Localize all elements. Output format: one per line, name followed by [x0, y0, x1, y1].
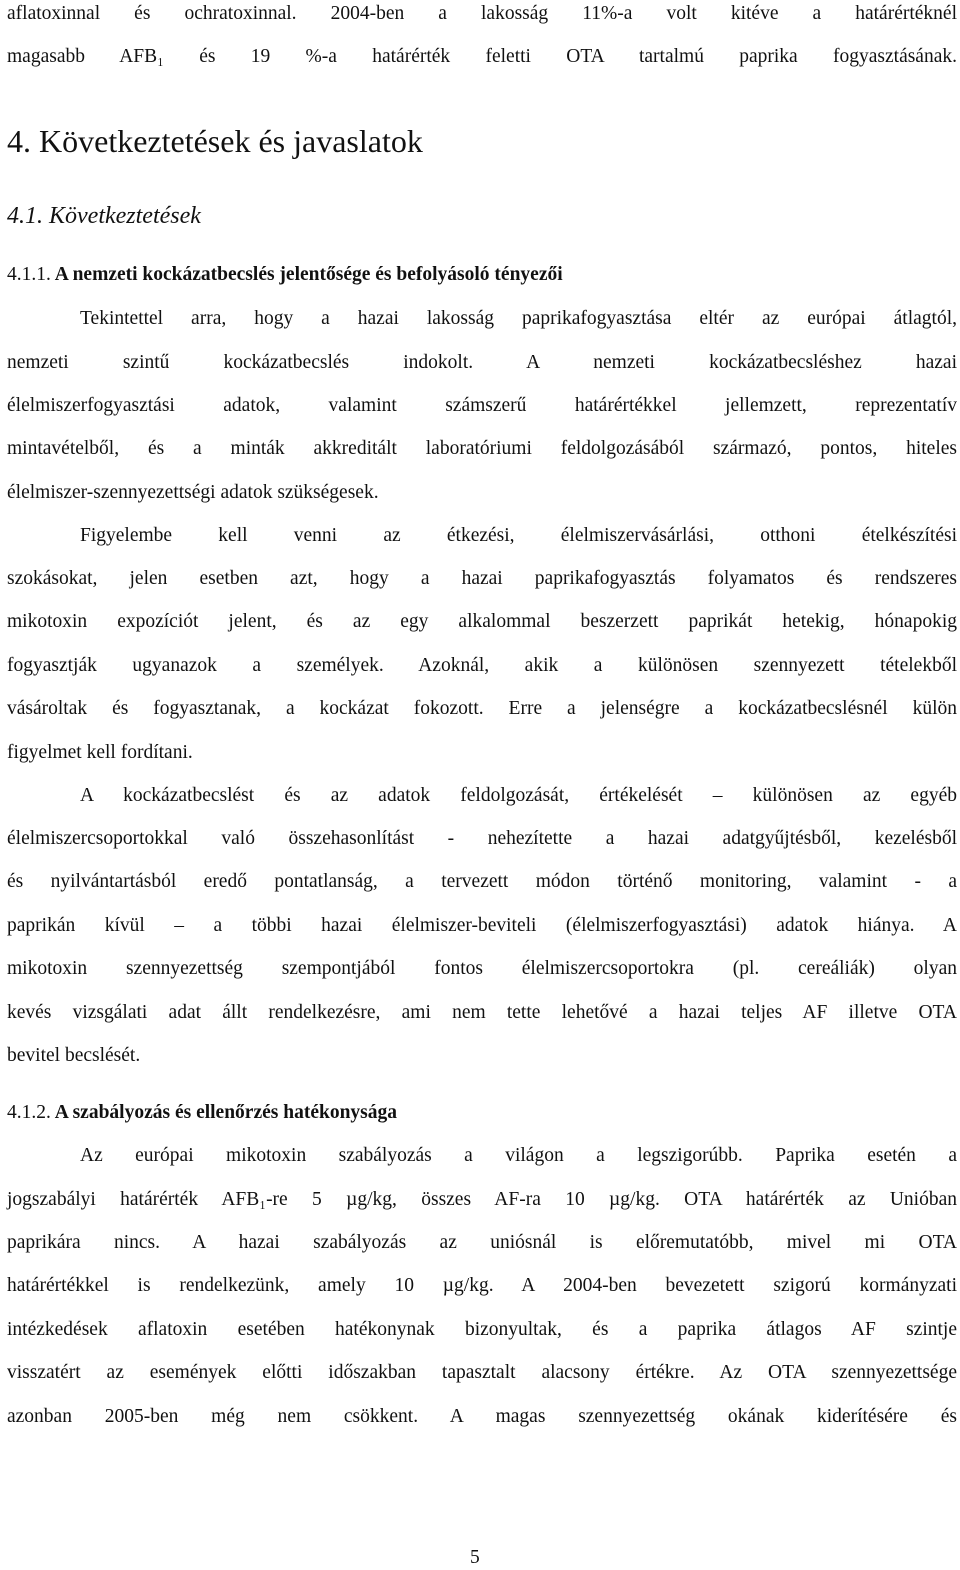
body-text-line: bevitel becslését. [7, 1045, 141, 1066]
body-text-line: aflatoxinnal és ochratoxinnal. 2004-ben a lakosság 11%-a volt kitéve a határértéknél [7, 3, 957, 24]
body-text-line: kevés vizsgálati adat állt rendelkezésre, ami nem tette lehetővé a hazai teljes AF illetve OTA [7, 1002, 957, 1023]
body-text-line: élelmiszerfogyasztási adatok, valamint számszerű határértékkel jellemzett, reprezentatív [7, 395, 957, 416]
body-text-line: szokásokat, jelen esetben azt, hogy a hazai paprikafogyasztás folyamatos és rendszeres [7, 568, 957, 589]
body-text-line: Figyelembe kell venni az étkezési, élelmiszervásárlási, otthoni ételkészítési [80, 525, 957, 546]
body-text-line: és nyilvántartásból eredő pontatlanság, a tervezett módon történő monitoring, valamint - a [7, 871, 957, 892]
body-text-line: mikotoxin expozíciót jelent, és az egy alkalommal beszerzett paprikát hetekig, hónapokig [7, 611, 957, 632]
body-text-line: határértékkel is rendelkezünk, amely 10 µg/kg. A 2004-ben bevezetett szigorú kormányzati [7, 1275, 957, 1296]
body-text-line: magasabb AFB₁ és 19 %-a határérték feletti OTA tartalmú paprika fogyasztásának. [7, 46, 957, 67]
body-text-line: nemzeti szintű kockázatbecslés indokolt. A nemzeti kockázatbecsléshez hazai [7, 352, 957, 373]
body-text-line: mikotoxin szennyezettség szempontjából fontos élelmiszercsoportokra (pl. cereáliák) olyan [7, 958, 957, 979]
body-text-line: vásároltak és fogyasztanak, a kockázat fokozott. Erre a jelenségre a kockázatbecslésnél külön [7, 698, 957, 719]
body-text-line: élelmiszer-szennyezettségi adatok szükségesek. [7, 482, 379, 503]
body-text-line: Tekintettel arra, hogy a hazai lakosság paprikafogyasztása eltér az európai átlagtól, [80, 308, 957, 329]
section-heading: 4. Következtetések és javaslatok [7, 123, 423, 159]
heading-number: 4.1.1. [7, 264, 51, 285]
body-text-line: visszatért az események előtti időszakban tapasztalt alacsony értékre. Az OTA szennyezettsége [7, 1362, 957, 1383]
body-text-line: figyelmet kell fordítani. [7, 742, 193, 763]
body-text-line: Az európai mikotoxin szabályozás a világon a legszigorúbb. Paprika esetén a [80, 1145, 957, 1166]
body-text-line: A kockázatbecslést és az adatok feldolgozását, értékelését – különösen az egyéb [80, 785, 957, 806]
body-text-line: mintavételből, és a minták akkreditált laboratóriumi feldolgozásából származó, pontos, hiteles [7, 438, 957, 459]
subsubsection-heading-4-1-1 [7, 263, 563, 287]
body-text-line: intézkedések aflatoxin esetében hatékonynak bizonyultak, és a paprika átlagos AF szintje [7, 1319, 957, 1340]
heading-title: A nemzeti kockázatbecslés jelentősége és befolyásoló tényezői [54, 264, 563, 285]
heading-title: A szabályozás és ellenőrzés hatékonysága [54, 1102, 398, 1123]
body-text-line: fogyasztják ugyanazok a személyek. Azoknál, akik a különösen szennyezett tételekből [7, 655, 957, 676]
body-text-line: azonban 2005-ben még nem csökkent. A magas szennyezettség okának kiderítésére és [7, 1406, 957, 1427]
page-number: 5 [470, 1547, 480, 1568]
heading-number: 4.1.2. [7, 1102, 51, 1123]
body-text-line: élelmiszercsoportokkal való összehasonlítást - nehezítette a hazai adatgyűjtésből, kezelésből [7, 828, 957, 849]
subsection-heading: 4.1. Következtetések [7, 203, 201, 229]
subsubsection-heading-4-1-2 [7, 1101, 397, 1125]
body-text-line: paprikára nincs. A hazai szabályozás az uniósnál is előremutatóbb, mivel mi OTA [7, 1232, 957, 1253]
body-text-line: jogszabályi határérték AFB₁-re 5 µg/kg, összes AF-ra 10 µg/kg. OTA határérték az Unióban [7, 1189, 957, 1210]
body-text-line: paprikán kívül – a többi hazai élelmiszer-beviteli (élelmiszerfogyasztási) adatok hiánya. A [7, 915, 957, 936]
